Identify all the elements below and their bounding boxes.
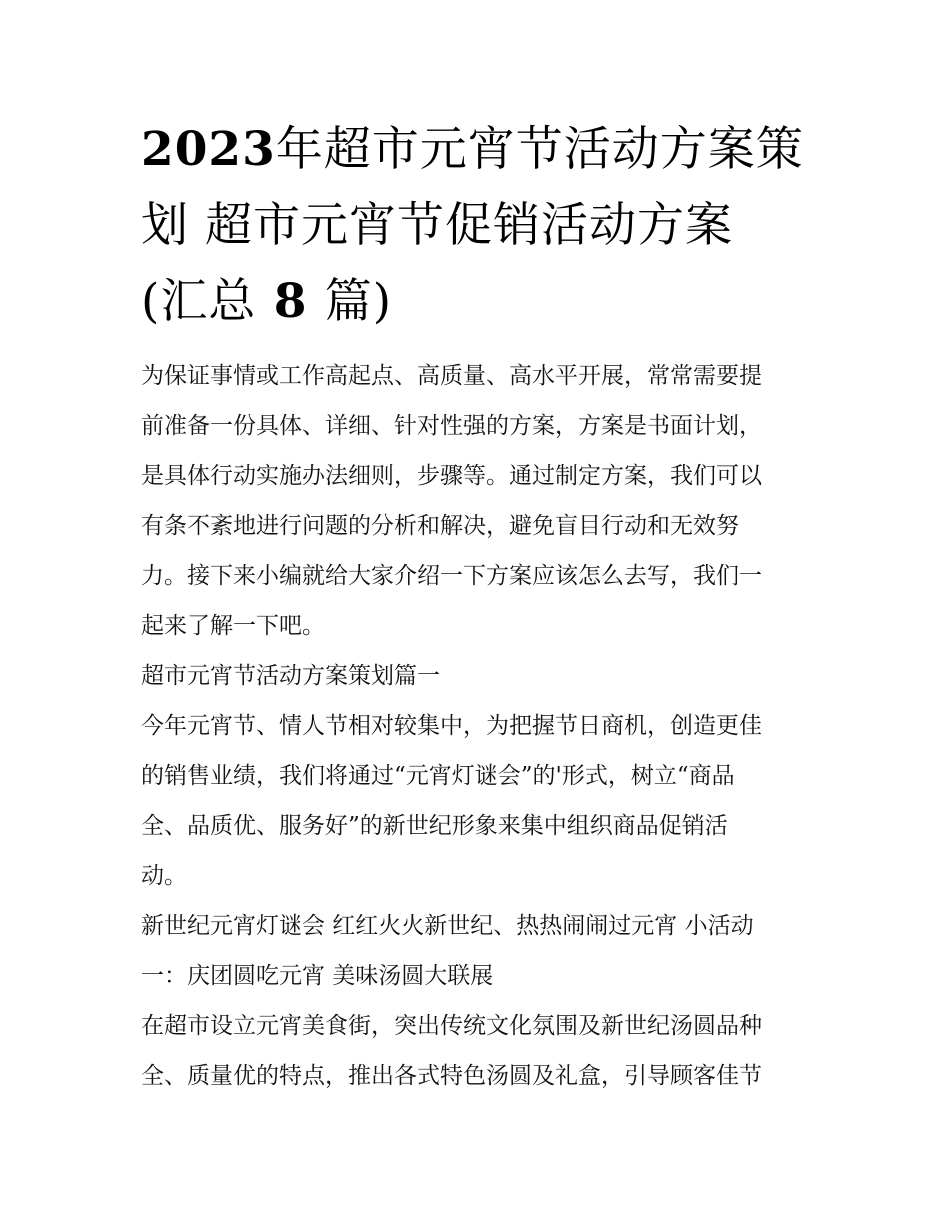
- body-line: 起来了解一下吧。: [141, 613, 325, 639]
- title-line-3: [141, 264, 821, 340]
- body-line: 为保证事情或工作高起点、高质量、高水平开展，常常需要提: [141, 363, 762, 389]
- body-line: 有条不紊地进行问题的分析和解决，避免盲目行动和无效努: [141, 513, 739, 539]
- section-heading: 超市元宵节活动方案策划篇一: [141, 663, 440, 689]
- document-body: [141, 351, 821, 1101]
- body-line: 今年元宵节、情人节相对较集中，为把握节日商机，创造更佳: [141, 713, 762, 739]
- title-text: (汇总: [141, 274, 257, 329]
- body-line: 动。: [141, 863, 187, 889]
- document-title: [141, 112, 821, 340]
- body-line: 一：庆团圆吃元宵 美味汤圆大联展: [141, 963, 494, 989]
- title-line-1: [141, 112, 821, 188]
- body-line: 在超市设立元宵美食街，突出传统文化氛围及新世纪汤圆品种: [141, 1013, 762, 1039]
- title-text: 篇): [324, 274, 393, 329]
- body-line: 全、品质优、服务好”的新世纪形象来集中组织商品促销活: [141, 813, 728, 839]
- title-text: 划 超市元宵节促销活动方案: [141, 198, 733, 253]
- body-line: 新世纪元宵灯谜会 红红火火新世纪、热热闹闹过元宵 小活动: [141, 913, 754, 939]
- body-line: 的销售业绩，我们将通过“元宵灯谜会”的'形式，树立“商品: [141, 763, 735, 789]
- title-text: 年超市元宵节活动方案策: [275, 122, 804, 177]
- title-count: 8: [256, 274, 325, 329]
- document-page: [141, 112, 821, 1101]
- body-line: 力。接下来小编就给大家介绍一下方案应该怎么去写，我们一: [141, 563, 762, 589]
- body-line: 全、质量优的特点，推出各式特色汤圆及礼盒，引导顾客佳节: [141, 1063, 762, 1089]
- title-line-2: [141, 188, 821, 264]
- body-line: 前准备一份具体、详细、针对性强的方案，方案是书面计划，: [141, 413, 762, 439]
- title-year: 2023: [141, 122, 276, 177]
- body-line: 是具体行动实施办法细则，步骤等。通过制定方案，我们可以: [141, 463, 762, 489]
